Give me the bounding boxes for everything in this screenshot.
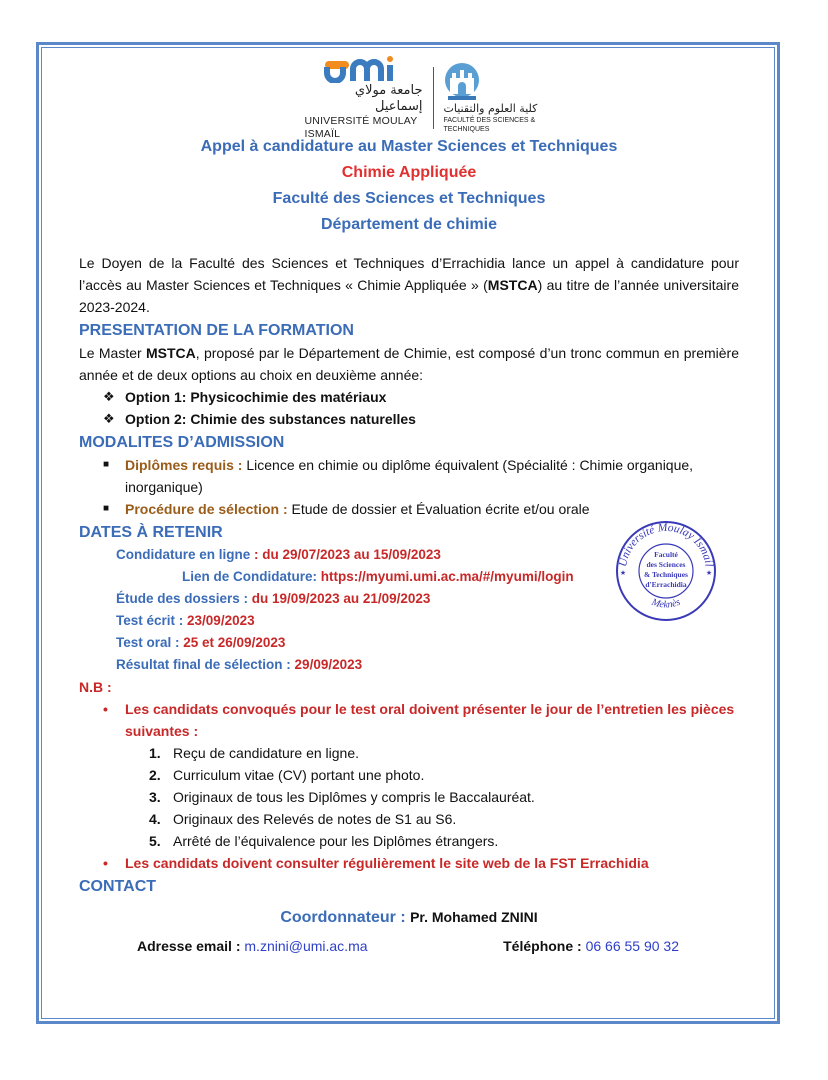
nb-list-2 xyxy=(79,852,739,874)
presentation-text-2: , proposé par le Département de Chimie, est composé d’un tronc commun en première année et de deux options au choix en deuxième année: xyxy=(79,345,740,383)
phone-line xyxy=(503,935,679,957)
email-link[interactable]: m.znini@umi.ac.ma xyxy=(244,938,368,954)
admission-label-diplomes: Diplômes requis : xyxy=(125,457,243,473)
coordinator-label: Coordonnateur : xyxy=(280,909,411,926)
fst-french-name: FACULTÉ DES SCIENCES & TECHNIQUES xyxy=(443,117,536,133)
list-item xyxy=(149,742,739,764)
resultat-label: Résultat final de sélection : xyxy=(116,657,295,672)
list-item xyxy=(149,786,739,808)
admission-text-diplomes: Licence en chimie ou diplôme équivalent (Spécialité : Chimie organique, inorganique) xyxy=(125,457,694,495)
list-item xyxy=(103,498,739,520)
piece-number: 1. xyxy=(149,745,161,761)
stamp-line-1: Faculté xyxy=(654,550,678,559)
intro-text-2: ) au titre de l’année universitaire 2023-2024. xyxy=(79,277,739,315)
section-contact: CONTACT xyxy=(79,878,157,895)
title-department: Département de chimie xyxy=(320,216,498,233)
piece-number: 4. xyxy=(149,811,161,827)
phone-number: 06 66 55 90 32 xyxy=(585,938,679,954)
coordinator-name: Pr. Mohamed ZNINI xyxy=(410,909,538,925)
piece-number: 2. xyxy=(149,767,161,783)
coordinator-line xyxy=(79,906,739,929)
email-line xyxy=(137,935,368,957)
document-body xyxy=(79,62,739,957)
title-call: Appel à candidature au Master Sciences et Techniques xyxy=(200,138,618,155)
presentation-text-1: Le Master xyxy=(79,345,146,361)
nb-heading: N.B : xyxy=(79,679,112,695)
stamp-star-icon: ★ xyxy=(705,570,713,577)
candidature-separator: : xyxy=(250,547,263,562)
section-dates: DATES À RETENIR xyxy=(79,524,223,541)
square-bullet-icon: ■ xyxy=(103,503,110,514)
nb-list xyxy=(79,698,739,742)
stamp-line-2: des Sciences xyxy=(646,560,686,569)
admission-text-procedure: Etude de dossier et Évaluation écrite et/ou orale xyxy=(287,501,590,517)
oral-label: Test oral : xyxy=(116,635,184,650)
list-item xyxy=(149,830,739,852)
candidature-dates: du 29/07/2023 au 15/09/2023 xyxy=(262,547,441,562)
piece-text: Originaux des Relevés de notes de S1 au S6. xyxy=(173,811,457,827)
email-label: Adresse email : xyxy=(137,938,245,954)
pieces-list xyxy=(79,742,739,852)
oral-dates: 25 et 26/09/2023 xyxy=(183,635,286,650)
ecrit-date: 23/09/2023 xyxy=(187,613,255,628)
list-item xyxy=(103,852,739,874)
piece-text: Originaux de tous les Diplômes y compris le Baccalauréat. xyxy=(173,789,535,805)
list-item xyxy=(103,454,739,498)
piece-text: Arrêté de l’équivalence pour les Diplômes étrangers. xyxy=(173,833,499,849)
nb-website-note: Les candidats doivent consulter régulièrement le site web de la FST Errachidia xyxy=(125,855,649,871)
candidature-label: Condidature en ligne xyxy=(116,547,251,562)
square-bullet-icon: ■ xyxy=(103,459,110,470)
umi-mark-icon xyxy=(323,55,423,83)
dossiers-dates: du 19/09/2023 au 21/09/2023 xyxy=(251,591,431,606)
intro-paragraph xyxy=(79,252,739,318)
intro-acronym: MSTCA xyxy=(487,277,538,293)
diamond-bullet-icon: ❖ xyxy=(103,389,115,404)
admission-list xyxy=(79,454,739,520)
fst-building-icon xyxy=(444,62,480,102)
list-item xyxy=(103,386,739,408)
date-row-resultat xyxy=(116,654,739,676)
stamp-city: Meknès xyxy=(650,596,682,611)
piece-number: 5. xyxy=(149,833,161,849)
umi-arabic-name: جامعة مولاي إسماعيل xyxy=(354,83,423,114)
dossiers-label: Étude des dossiers : xyxy=(116,591,252,606)
bullet-dot-icon: • xyxy=(103,855,108,871)
piece-number: 3. xyxy=(149,789,161,805)
stamp-line-3: & Techniques xyxy=(644,570,688,579)
diamond-bullet-icon: ❖ xyxy=(103,411,115,426)
fst-arabic-name: كلية العلوم والتقنيات xyxy=(443,102,538,115)
nb-pieces-intro: Les candidats convoqués pour le test oral doivent présenter le jour de l’entretien les pièces suivantes : xyxy=(125,701,735,739)
title-program: Chimie Appliquée xyxy=(341,164,477,181)
presentation-acronym: MSTCA xyxy=(146,345,196,361)
option-2: Option 2: Chimie des substances naturelles xyxy=(125,411,416,427)
section-admission: MODALITES D’ADMISSION xyxy=(79,434,285,451)
umi-logo xyxy=(305,55,423,141)
date-row-oral xyxy=(116,632,739,654)
umi-french-name: UNIVERSITÉ MOULAY ISMAÏL xyxy=(304,115,418,140)
candidature-link[interactable]: https://myumi.umi.ac.ma/#/myumi/login xyxy=(320,569,574,584)
section-presentation: PRESENTATION DE LA FORMATION xyxy=(79,322,354,339)
options-list xyxy=(79,386,739,430)
phone-label: Téléphone : xyxy=(503,938,586,954)
bullet-dot-icon: • xyxy=(103,701,108,717)
resultat-date: 29/09/2023 xyxy=(294,657,363,672)
list-item xyxy=(103,408,739,430)
fst-logo xyxy=(444,62,554,134)
contact-details xyxy=(79,935,739,957)
intro-text-1: Le Doyen de la Faculté des Sciences et Techniques d’Errachidia lance un appel à candidature pour l’accès au Master Sciences et Techniques « Chimie Appliquée » ( xyxy=(79,255,739,293)
logo-divider xyxy=(433,67,434,129)
list-item xyxy=(103,698,739,742)
link-separator: : xyxy=(312,569,321,584)
piece-text: Curriculum vitae (CV) portant une photo. xyxy=(173,767,425,783)
admission-label-procedure: Procédure de sélection : xyxy=(125,501,288,517)
link-label: Lien de Condidature xyxy=(182,569,313,584)
stamp-star-icon: ★ xyxy=(619,570,627,577)
header-logos xyxy=(119,62,739,140)
stamp-ring-text: Université Moulay Ismail xyxy=(617,521,715,568)
list-item xyxy=(149,808,739,830)
piece-text: Reçu de candidature en ligne. xyxy=(173,745,360,761)
list-item xyxy=(149,764,739,786)
stamp-line-4: d'Errachidia xyxy=(645,580,687,589)
presentation-paragraph xyxy=(79,342,739,386)
ecrit-label: Test écrit : xyxy=(116,613,188,628)
option-1: Option 1: Physicochimie des matériaux xyxy=(125,389,387,405)
title-faculty: Faculté des Sciences et Techniques xyxy=(272,190,546,207)
faculty-stamp xyxy=(612,519,720,623)
